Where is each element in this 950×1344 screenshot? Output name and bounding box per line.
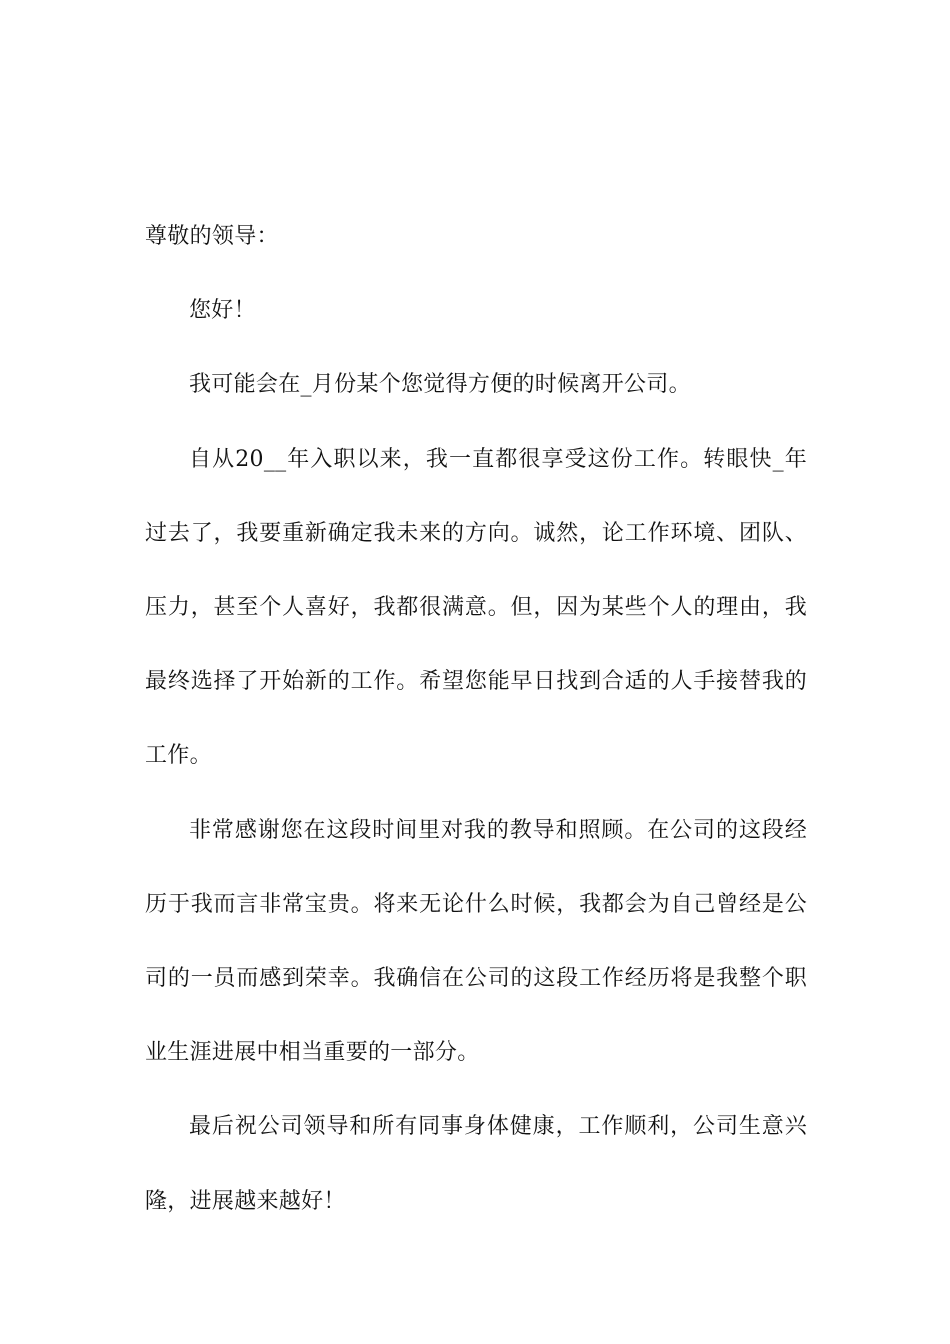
salutation: 尊敬的领导： [145, 224, 279, 249]
reason-paragraph: 自从20__年入职以来，我一直都很享受这份工作。转眼快_年过去了，我要重新确定我未来的方向。诚然，论工作环境、团队、压力，甚至个人喜好，我都很满意。但，因为某些个人的理由，我最终选择了开始新的工作。希望您能早日找到合适的人手接替我的工作。 [145, 446, 807, 769]
closing-wishes-paragraph: 最后祝公司领导和所有同事身体健康，工作顺利，公司生意兴隆，进展越来越好！ [145, 1114, 807, 1214]
greeting-paragraph: 您好！ [189, 298, 256, 324]
resignation-letter [145, 200, 807, 1239]
thanks-paragraph: 非常感谢您在这段时间里对我的教导和照顾。在公司的这段经历于我而言非常宝贵。将来无论什么时候，我都会为自己曾经是公司的一员而感到荣幸。我确信在公司的这段工作经历将是我整个职业生涯进展中相当重要的一部分。 [145, 817, 807, 1066]
leave-notice-paragraph: 我可能会在_月份某个您觉得方便的时候离开公司。 [189, 372, 691, 398]
